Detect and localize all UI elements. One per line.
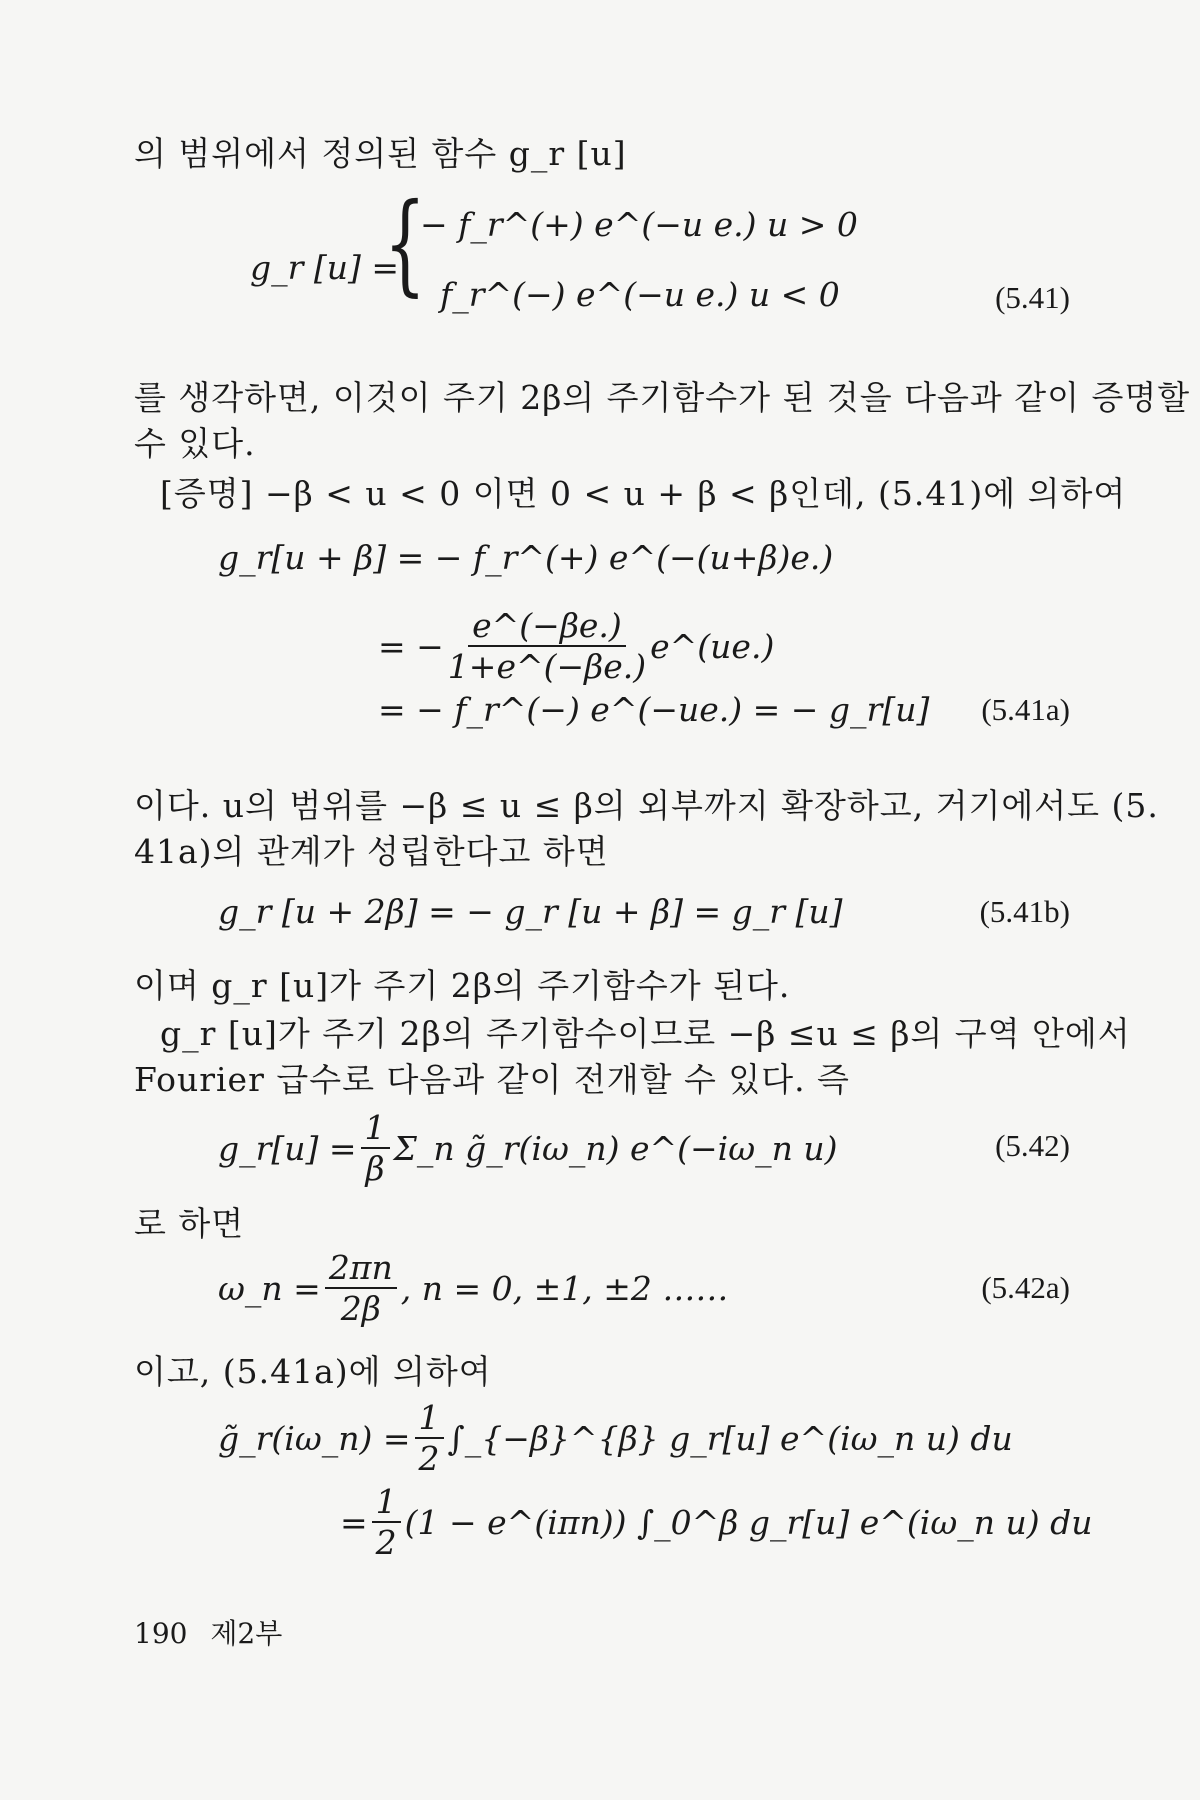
- eq-5-42a-fraction: [325, 1248, 397, 1328]
- eq-5-41-case-1: − f_r^(+) e^(−u e.) u > 0: [420, 205, 858, 244]
- eq-number-5-42: (5.42): [995, 1128, 1070, 1163]
- body-text-para-5a: g_r [u]가 주기 2β의 주기함수이므로 −β ≤u ≤ β의 구역 안에서: [160, 1014, 1131, 1053]
- fraction-denominator: 2: [418, 1439, 440, 1478]
- eq-5-42a-lhs: ω_n =: [218, 1268, 321, 1308]
- body-text-line-1: 의 범위에서 정의된 함수 g_r [u]: [134, 134, 627, 173]
- fraction-denominator: β: [365, 1149, 385, 1188]
- eq-5-42-fraction: [361, 1108, 390, 1188]
- cases-brace: {: [384, 179, 426, 307]
- body-text-para-7: 이고, (5.41a)에 의하여: [134, 1352, 492, 1391]
- eq-5-42-rhs: Σ_n g̃_r(iω_n) e^(−iω_n u): [393, 1128, 838, 1168]
- body-text-para-6: 로 하면: [134, 1204, 245, 1243]
- page-number: 190: [134, 1617, 188, 1650]
- fraction-numerator: 1: [372, 1482, 401, 1523]
- fraction-denominator: 2β: [340, 1289, 381, 1328]
- eq-5-42: [218, 1108, 838, 1188]
- body-text-para-3a: 이다. u의 범위를 −β ≤ u ≤ β의 외부까지 확장하고, 거기에서도 (5.: [134, 786, 1159, 825]
- fraction-numerator: e^(−βe.): [468, 606, 626, 647]
- proof-line: [증명] −β < u < 0 이면 0 < u + β < β인데, (5.41)에 의하여: [160, 474, 1127, 513]
- eq-5-41a-fraction: [448, 606, 646, 686]
- eq-5-41a-line-1: g_r[u + β] = − f_r^(+) e^(−(u+β)e.): [218, 538, 834, 577]
- eq-number-5-42a: (5.42a): [981, 1270, 1070, 1305]
- eq-coef-fraction-1: [415, 1398, 444, 1478]
- eq-5-41-case-2: f_r^(−) e^(−u e.) u < 0: [440, 275, 840, 314]
- eq-5-41a-line-3: = − f_r^(−) e^(−ue.) = − g_r[u]: [378, 690, 930, 729]
- fraction-numerator: 2πn: [325, 1248, 397, 1289]
- fraction-denominator: 1+e^(−βe.): [447, 647, 647, 686]
- eq-fourier-coefficient-line-2: [340, 1482, 1093, 1562]
- eq-coef-rhs-2: (1 − e^(iπn)) ∫_0^β g_r[u] e^(iω_n u) du: [404, 1502, 1093, 1542]
- eq-5-41b: g_r [u + 2β] = − g_r [u + β] = g_r [u]: [218, 892, 843, 931]
- fraction-numerator: 1: [415, 1398, 444, 1439]
- eq-coef-rhs-1: ∫_{−β}^{β} g_r[u] e^(iω_n u) du: [447, 1418, 1013, 1458]
- eq-5-41a-line-2: [378, 606, 774, 686]
- eq-5-41-lhs: g_r [u] =: [250, 248, 400, 287]
- body-text-para-2b: 수 있다.: [134, 424, 256, 463]
- body-text-para-4: 이며 g_r [u]가 주기 2β의 주기함수가 된다.: [134, 966, 791, 1005]
- fraction-denominator: 2: [375, 1523, 397, 1562]
- body-text-para-5b: Fourier 급수로 다음과 같이 전개할 수 있다. 즉: [134, 1060, 850, 1099]
- page-footer: [134, 1612, 282, 1652]
- eq-number-5-41b: (5.41b): [979, 894, 1070, 929]
- eq-coef-lhs: g̃_r(iω_n) =: [218, 1418, 411, 1458]
- body-text-para-2a: 를 생각하면, 이것이 주기 2β의 주기함수가 된 것을 다음과 같이 증명할: [134, 378, 1191, 417]
- eq-number-5-41: (5.41): [995, 280, 1070, 315]
- eq-5-42-lhs: g_r[u] =: [218, 1128, 357, 1168]
- body-text-para-3b: 41a)의 관계가 성립한다고 하면: [134, 832, 609, 871]
- eq-5-41a-line-2-lead: = −: [378, 626, 444, 666]
- eq-coef-lead-2: =: [340, 1502, 368, 1542]
- fraction-numerator: 1: [361, 1108, 390, 1149]
- eq-5-42a-rhs: , n = 0, ±1, ±2 ……: [400, 1268, 729, 1308]
- eq-5-42a: [218, 1248, 728, 1328]
- eq-fourier-coefficient-line-1: [218, 1398, 1013, 1478]
- eq-coef-fraction-2: [372, 1482, 401, 1562]
- eq-5-41a-line-2-tail: e^(ue.): [650, 626, 775, 666]
- eq-number-5-41a: (5.41a): [981, 692, 1070, 727]
- part-label: 제2부: [210, 1617, 283, 1650]
